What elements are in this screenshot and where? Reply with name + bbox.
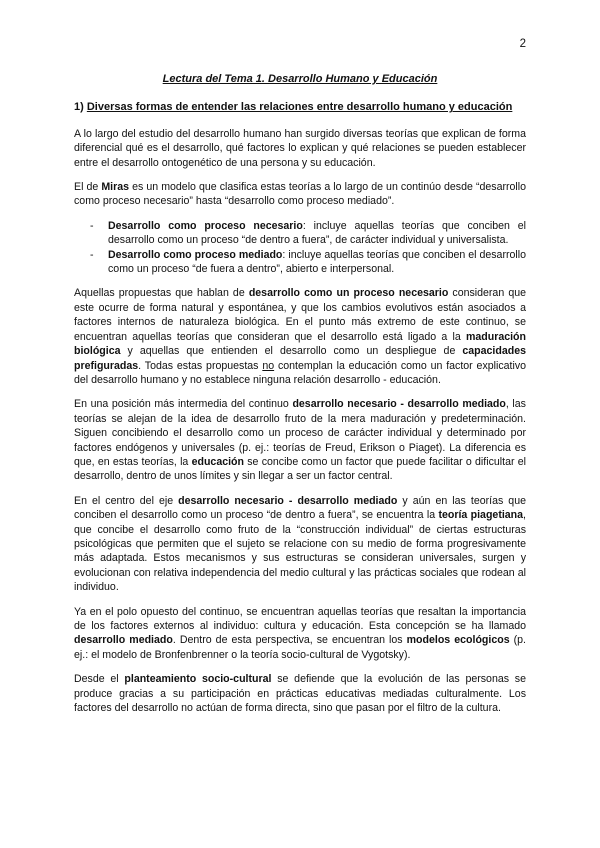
document-title: Lectura del Tema 1. Desarrollo Humano y Educación [162,73,438,85]
list-dash: - [90,248,94,261]
section-heading [74,100,526,114]
document-body [74,72,526,725]
list-dash: - [90,219,94,232]
list-item-text: : incluye aquellas teorías que conciben el desarrollo como un proceso “de dentro a fuera”, de carácter individual y universalista. [108,219,526,247]
list-item [90,248,526,277]
paragraph-intro: A lo largo del estudio del desarrollo humano han surgido diversas teorías que explican de forma diferencial qué es el desarrollo, qué factores lo explican y qué relaciones se pueden establecer entre el desarrollo ontogenético de una persona y su educación. [74,127,526,169]
section-number: 1) [74,101,84,114]
list-item-text: : incluye aquellas teorías que conciben el desarrollo como un proceso “de fuera a dentro”, abierto e interpersonal. [108,248,526,276]
list-item [90,219,526,248]
models-list [74,219,526,277]
list-item-term: Desarrollo como proceso mediado [108,248,283,261]
list-item-term: Desarrollo como proceso necesario [108,219,303,232]
paragraph-miras: El de Miras es un modelo que clasifica estas teorías a lo largo de un continúo desde “desarrollo como proceso necesario” hasta “desarrollo como proceso mediado”. [74,181,527,208]
page-number: 2 [519,38,526,50]
emphasis-miras: Miras [101,181,130,194]
paragraph-mediated-development: Ya en el polo opuesto del continuo, se encuentran aquellas teorías que resaltan la importancia de los factores externos al individuo: cultura y educación. Esta concepción se ha llamado desarrollo mediado. Dentro de esta perspectiva, se encuentran los modelos ecológicos (p. ej.: el modelo de Bronfenbrenner o la teoría socio-cultural de Vygotsky). [74,605,527,661]
paragraph-necessary-development: Aquellas propuestas que hablan de desarrollo como un proceso necesario consideran que este ocurre de forma natural y espontánea, y que los cambios evolutivos están asociados a factores internos de naturaleza biológica. En el punto más extremo de este continuo, se encuentran aquellas teorías que consideran que el desarrollo está ligado a la maduración biológica y aquellas que entienden el desarrollo como un despliegue de capacidades prefiguradas. Todas estas propuestas no contemplan la educación como un factor explicativo del desarrollo humano y no establece ninguna relación desarrollo - educación. [74,287,527,386]
section-heading-text: Diversas formas de entender las relaciones entre desarrollo humano y educación [86,101,513,114]
paragraph-intermediate-position: En una posición más intermedia del continuo desarrollo necesario - desarrollo mediado, las teorías se alejan de la idea de desarrollo fruto de la mera maduración y predeterminación. Siguen concibiendo el desarrollo como un proceso de carácter individual y determinado por factores endógenos y universales (p. ej.: teorías de Freud, Erikson o Piaget). La diferencia es que, en estas teorías, la educación se concibe como un factor que puede facilitar o dificultar el desarrollo, dentro de unos límites y sin llegar a ser un factor central. [74,398,526,483]
paragraph-piagetian-theory: En el centro del eje desarrollo necesario - desarrollo mediado y aún en las teorías que conciben el desarrollo como un proceso “de dentro a fuera”, se encuentra la teoría piagetiana, que concibe el desarrollo como fruto de la “construcción individual” de ciertas estructuras psicológicas que permiten que el sujeto se relacione con su medio de forma progresivamente más adaptada. Estos mecanismos y sus estructuras se consideran universales, surgen y evolucionan con relativa independencia del medio cultural y las prácticas sociales que rodean al individuo. [74,494,526,594]
paragraph-socio-cultural: Desde el planteamiento socio-cultural se defiende que la evolución de las personas se produce gracias a su participación en prácticas educativas mediadas culturalmente. Los factores del desarrollo no actúan de forma directa, sino que pasan por el filtro de la cultura. [74,673,526,715]
